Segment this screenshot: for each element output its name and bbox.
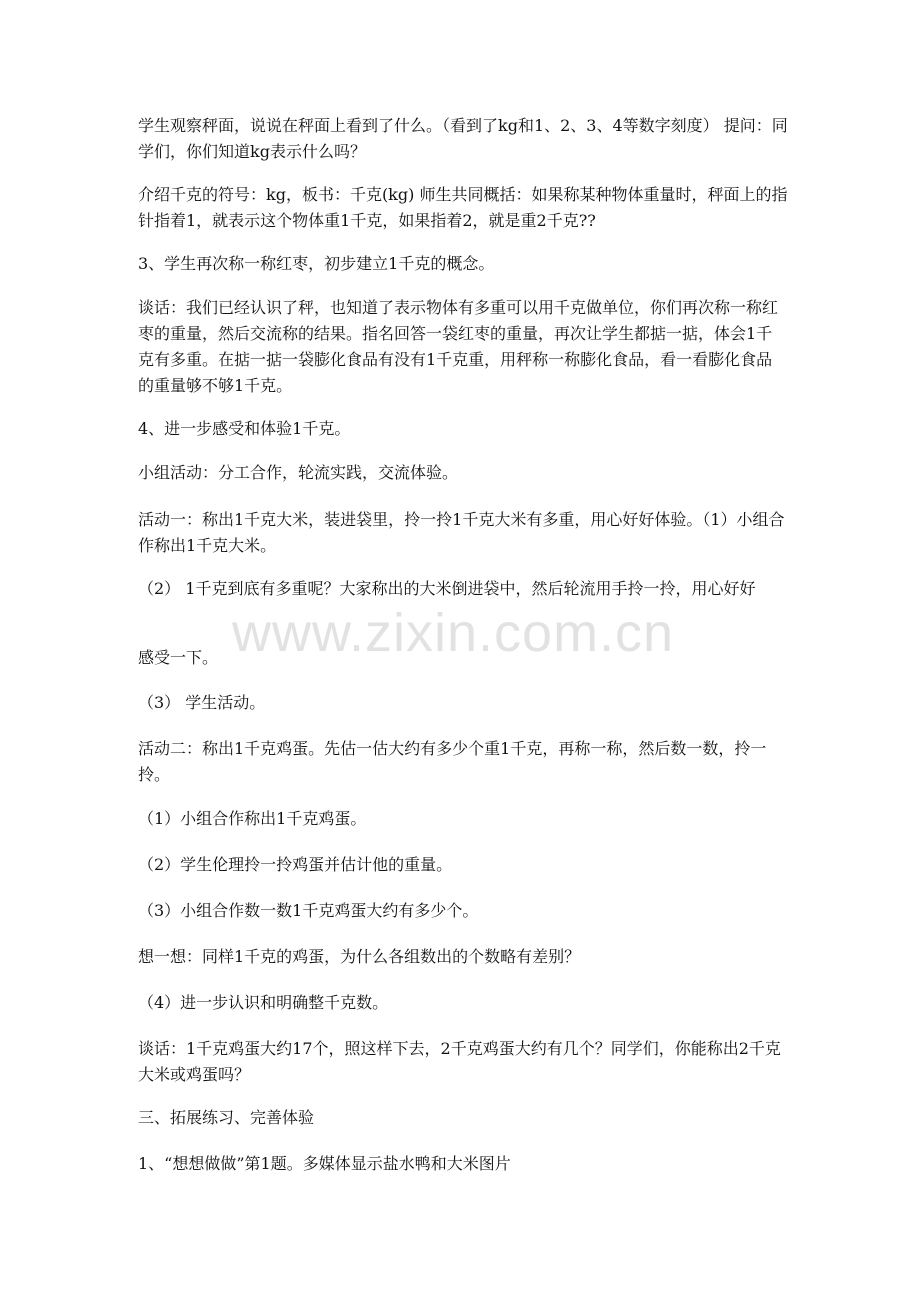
paragraph-activity-one: 活动一：称出1千克大米，装进袋里，拎一拎1千克大米有多重，用心好好体验。（1）小组合作称出1千克大米。 — [138, 510, 785, 555]
paragraph-step-3: 3、学生再次称一称红枣，初步建立1千克的概念。 — [138, 254, 495, 273]
paragraph-talk-eggs: 谈话：1千克鸡蛋大约17个，照这样下去，2千克鸡蛋大约有几个？同学们，你能称出2千克大米或鸡蛋吗？ — [138, 1039, 781, 1084]
paragraph-step-4: 4、进一步感受和体验1千克。 — [138, 419, 351, 438]
paragraph-exercise-1: 1、“想想做做”第1题。多媒体显示盐水鸭和大米图片 — [138, 1154, 511, 1173]
paragraph-activity-two-step-3: （3）小组合作数一数1千克鸡蛋大约有多少个。 — [138, 901, 479, 920]
paragraph-kg-symbol: 介绍千克的符号：kg，板书：千克(kg) 师生共同概括：如果称某种物体重量时，秤面上的指针指着1，就表示这个物体重1千克，如果指着2，就是重2千克?? — [138, 185, 788, 230]
paragraph-think: 想一想：同样1千克的鸡蛋，为什么各组数出的个数略有差别？ — [138, 947, 581, 966]
watermark: www.zixin.com.cn — [232, 603, 675, 663]
paragraph-talk-red-dates: 谈话：我们已经认识了秤，也知道了表示物体有多重可以用千克做单位，你们再次称一称红枣的重量，然后交流称的结果。指名回答一袋红枣的重量，再次让学生都掂一掂，体会1千克有多重。在掂一掂一袋膨化食品有没有1千克重，用秤称一称膨化食品，看一看膨化食品的重量够不够1千克。 — [138, 298, 779, 395]
paragraph-activity-two-step-1: （1）小组合作称出1千克鸡蛋。 — [138, 809, 367, 828]
paragraph-activity-one-step-2: （2） 1千克到底有多重呢？大家称出的大米倒进袋中，然后轮流用手拎一拎，用心好好 — [138, 579, 756, 598]
paragraph-activity-two: 活动二：称出1千克鸡蛋。先估一估大约有多少个重1千克，再称一称，然后数一数，拎一拎。 — [138, 739, 767, 784]
paragraph-activity-two-step-2: （2）学生伦理拎一拎鸡蛋并估计他的重量。 — [138, 855, 453, 874]
paragraph-activity-two-step-4: （4）进一步认识和明确整千克数。 — [138, 993, 389, 1012]
section-heading-extension: 三、拓展练习、完善体验 — [138, 1108, 315, 1127]
paragraph-activity-one-step-3: （3） 学生活动。 — [138, 693, 266, 712]
paragraph-group-activity: 小组活动：分工合作，轮流实践，交流体验。 — [138, 463, 459, 482]
paragraph-feel-it: 感受一下。 — [138, 648, 219, 667]
paragraph-scale-observation: 学生观察秤面，说说在秤面上看到了什么。（看到了kg和1、2、3、4等数字刻度） 提问：同学们，你们知道kg表示什么吗？ — [138, 116, 788, 161]
